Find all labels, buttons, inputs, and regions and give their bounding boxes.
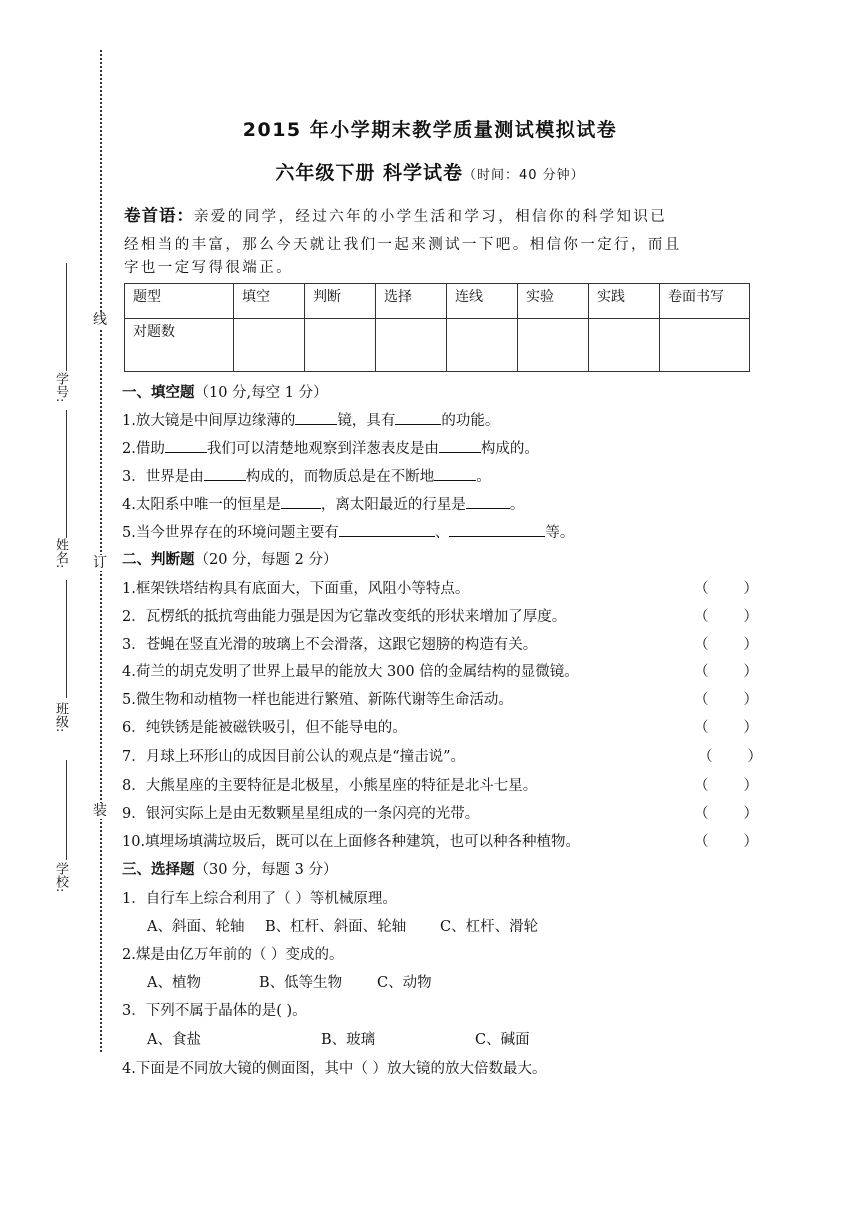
paren-close: ） — [743, 778, 758, 794]
answer-parentheses[interactable] — [694, 688, 758, 709]
school-blank — [66, 760, 67, 860]
answer-blank[interactable] — [449, 522, 545, 537]
binding-mark-bind: 装 — [93, 803, 107, 819]
score-header-cell: 卷面书写 — [660, 284, 750, 319]
choice-option[interactable]: B、低等生物 — [259, 975, 343, 991]
choice-question-1-options — [147, 915, 538, 936]
answer-parentheses[interactable] — [694, 830, 758, 851]
exam-title: 2015 年小学期末教学质量测试模拟试卷 — [242, 119, 618, 141]
choice-option[interactable]: A、食盐 — [147, 1032, 201, 1048]
paren-close: ） — [743, 806, 758, 822]
paren-open: （ — [694, 637, 709, 653]
score-cell[interactable] — [447, 319, 518, 372]
answer-blank[interactable] — [434, 466, 476, 481]
score-cell[interactable] — [305, 319, 376, 372]
answer-parentheses[interactable] — [694, 716, 758, 737]
paren-open: （ — [694, 581, 709, 597]
score-header-cell: 填空 — [234, 284, 305, 319]
score-header-cell: 判断 — [305, 284, 376, 319]
score-row-label: 对题数 — [125, 319, 234, 372]
score-header-cell: 选择 — [376, 284, 447, 319]
class-blank — [66, 580, 67, 698]
preface-lead: 卷首语： — [124, 206, 194, 225]
score-cell[interactable] — [376, 319, 447, 372]
choice-question-2-options — [147, 971, 432, 992]
score-header-cell: 连线 — [447, 284, 518, 319]
judge-question: 10.填埋场填满垃圾后，既可以在上面修各种建筑，也可以种各种植物。 — [122, 834, 581, 850]
school-label: 学校: — [46, 862, 68, 892]
answer-blank[interactable] — [204, 466, 246, 481]
name-label: 姓名: — [46, 538, 68, 568]
score-table — [124, 283, 750, 372]
choice-option[interactable]: B、玻璃 — [321, 1032, 376, 1048]
score-cell[interactable] — [589, 319, 660, 372]
section-1-heading — [122, 381, 328, 402]
choice-question-3-stem: 3．下列不属于晶体的是( )。 — [122, 1003, 307, 1019]
judge-question: 3．苍蝇在竖直光滑的玻璃上不会滑落，这跟它翅膀的构造有关。 — [122, 637, 538, 653]
fill-question-3 — [122, 465, 491, 486]
preface-line-2: 经相当的丰富，那么今天就让我们一起来测试一下吧。相信你一定行，而且 — [124, 237, 682, 253]
answer-blank[interactable] — [395, 410, 441, 425]
student-id-label: 学号: — [46, 372, 68, 402]
judge-question: 5.微生物和动植物一样也能进行繁殖、新陈代谢等生命活动。 — [122, 692, 513, 708]
binding-mark-staple: 订 — [93, 555, 107, 571]
choice-question-1-stem: 1．自行车上综合利用了（ ）等机械原理。 — [122, 891, 397, 907]
answer-blank[interactable] — [165, 438, 207, 453]
score-table-header-row — [125, 284, 750, 319]
choice-option[interactable]: C、杠杆、滑轮 — [440, 919, 539, 935]
paren-open: （ — [694, 778, 709, 794]
q-text: ，离太阳最近的行星是 — [320, 497, 466, 513]
choice-question-4-stem: 4.下面是不同放大镜的侧面图，其中（ ）放大镜的放大倍数最大。 — [122, 1061, 547, 1077]
choice-option[interactable]: C、碱面 — [475, 1032, 530, 1048]
section-2-heading — [122, 548, 338, 569]
paren-close: ） — [747, 749, 762, 765]
choice-option[interactable]: A、植物 — [147, 975, 201, 991]
choice-question-3-options — [147, 1028, 530, 1049]
judge-question: 9．银河实际上是由无数颗星星组成的一条闪亮的光带。 — [122, 806, 480, 822]
score-header-cell: 实验 — [518, 284, 589, 319]
q-text: 1.放大镜是中间厚边缘薄的 — [122, 413, 296, 429]
q-text: 构成的。 — [480, 441, 539, 457]
binding-dotted-line — [100, 50, 102, 1052]
answer-parentheses[interactable] — [694, 660, 758, 681]
preface-line-1: 亲爱的同学，经过六年的小学生活和学习，相信你的科学知识已 — [194, 209, 668, 225]
answer-parentheses[interactable] — [694, 802, 758, 823]
answer-parentheses[interactable] — [694, 774, 758, 795]
fill-question-5 — [122, 521, 574, 542]
section-3-title: 三、选择题 — [122, 861, 195, 878]
answer-parentheses[interactable] — [694, 577, 758, 598]
judge-question: 8．大熊星座的主要特征是北极星，小熊星座的特征是北斗七星。 — [122, 778, 538, 794]
score-header-cell: 题型 — [125, 284, 234, 319]
judge-question: 4.荷兰的胡克发明了世界上最早的能放大 300 倍的金属结构的显微镜。 — [122, 664, 579, 680]
section-2-title: 二、判断题 — [122, 551, 195, 568]
answer-parentheses[interactable] — [698, 745, 762, 766]
q-text: 。 — [509, 497, 525, 513]
student-id-blank — [66, 263, 67, 371]
time-note: （时间：40 分钟） — [462, 168, 585, 183]
answer-blank[interactable] — [439, 438, 481, 453]
paren-close: ） — [743, 692, 758, 708]
paren-open: （ — [694, 609, 709, 625]
class-label: 班级: — [46, 702, 68, 732]
q-text: 。 — [476, 469, 491, 485]
paren-open: （ — [694, 834, 709, 850]
score-table-count-row — [125, 319, 750, 372]
fill-question-1 — [122, 409, 499, 430]
section-3-note: （30 分，每题 3 分） — [194, 862, 338, 878]
q-text: 4.太阳系中唯一的恒星是 — [122, 497, 281, 513]
answer-blank[interactable] — [281, 494, 321, 509]
answer-parentheses[interactable] — [694, 605, 758, 626]
score-cell[interactable] — [234, 319, 305, 372]
score-header-cell: 实践 — [589, 284, 660, 319]
paren-close: ） — [743, 834, 758, 850]
paren-close: ） — [743, 664, 758, 680]
choice-question-2-stem: 2.煤是由亿万年前的（ ）变成的。 — [122, 947, 344, 963]
choice-option[interactable]: A、斜面、轮轴 — [147, 919, 245, 935]
fill-question-2 — [122, 437, 539, 458]
q-text: 镜，具有 — [337, 413, 396, 429]
paren-open: （ — [694, 806, 709, 822]
binding-mark-line: 线 — [93, 312, 107, 328]
paren-open: （ — [694, 664, 709, 680]
answer-blank[interactable] — [466, 494, 510, 509]
preface-line-3: 字也一定写得很端正。 — [124, 260, 293, 276]
judge-question: 7．月球上环形山的成因目前公认的观点是“撞击说”。 — [122, 749, 466, 765]
paren-open: （ — [694, 692, 709, 708]
q-text: 5.当今世界存在的环境问题主要有 — [122, 525, 339, 541]
choice-option[interactable]: C、动物 — [377, 975, 432, 991]
judge-question: 2．瓦楞纸的抵抗弯曲能力强是因为它靠改变纸的形状来增加了厚度。 — [122, 609, 567, 625]
choice-option[interactable]: B、杠杆、斜面、轮轴 — [265, 919, 407, 935]
exam-subtitle — [0, 158, 860, 185]
score-cell[interactable] — [518, 319, 589, 372]
q-text: 构成的，而物质总是在不断地 — [245, 469, 435, 485]
section-2-note: （20 分，每题 2 分） — [194, 552, 338, 568]
section-1-note: （10 分,每空 1 分） — [194, 385, 328, 401]
q-text: 等。 — [545, 525, 575, 541]
q-text: 的功能。 — [441, 413, 500, 429]
q-text: 3．世界是由 — [122, 469, 204, 485]
fill-question-4 — [122, 493, 524, 514]
q-text: 2.借助 — [122, 441, 165, 457]
q-text: 、 — [434, 525, 450, 541]
answer-blank[interactable] — [339, 522, 435, 537]
section-1-title: 一、填空题 — [122, 384, 195, 401]
q-text: 我们可以清楚地观察到洋葱表皮是由 — [206, 441, 439, 457]
paren-open: （ — [694, 720, 709, 736]
answer-parentheses[interactable] — [694, 633, 758, 654]
paren-close: ） — [743, 637, 758, 653]
score-cell[interactable] — [660, 319, 750, 372]
section-3-heading — [122, 858, 338, 879]
subject-title: 六年级下册 科学试卷 — [275, 162, 463, 184]
paren-close: ） — [743, 609, 758, 625]
answer-blank[interactable] — [295, 410, 337, 425]
judge-question: 6．纯铁锈是能被磁铁吸引，但不能导电的。 — [122, 720, 407, 736]
paren-close: ） — [743, 720, 758, 736]
paren-close: ） — [743, 581, 758, 597]
name-blank — [66, 410, 67, 538]
preface — [124, 202, 756, 277]
judge-question: 1.框架铁塔结构具有底面大，下面重，风阻小等特点。 — [122, 581, 470, 597]
paren-open: （ — [698, 749, 713, 765]
